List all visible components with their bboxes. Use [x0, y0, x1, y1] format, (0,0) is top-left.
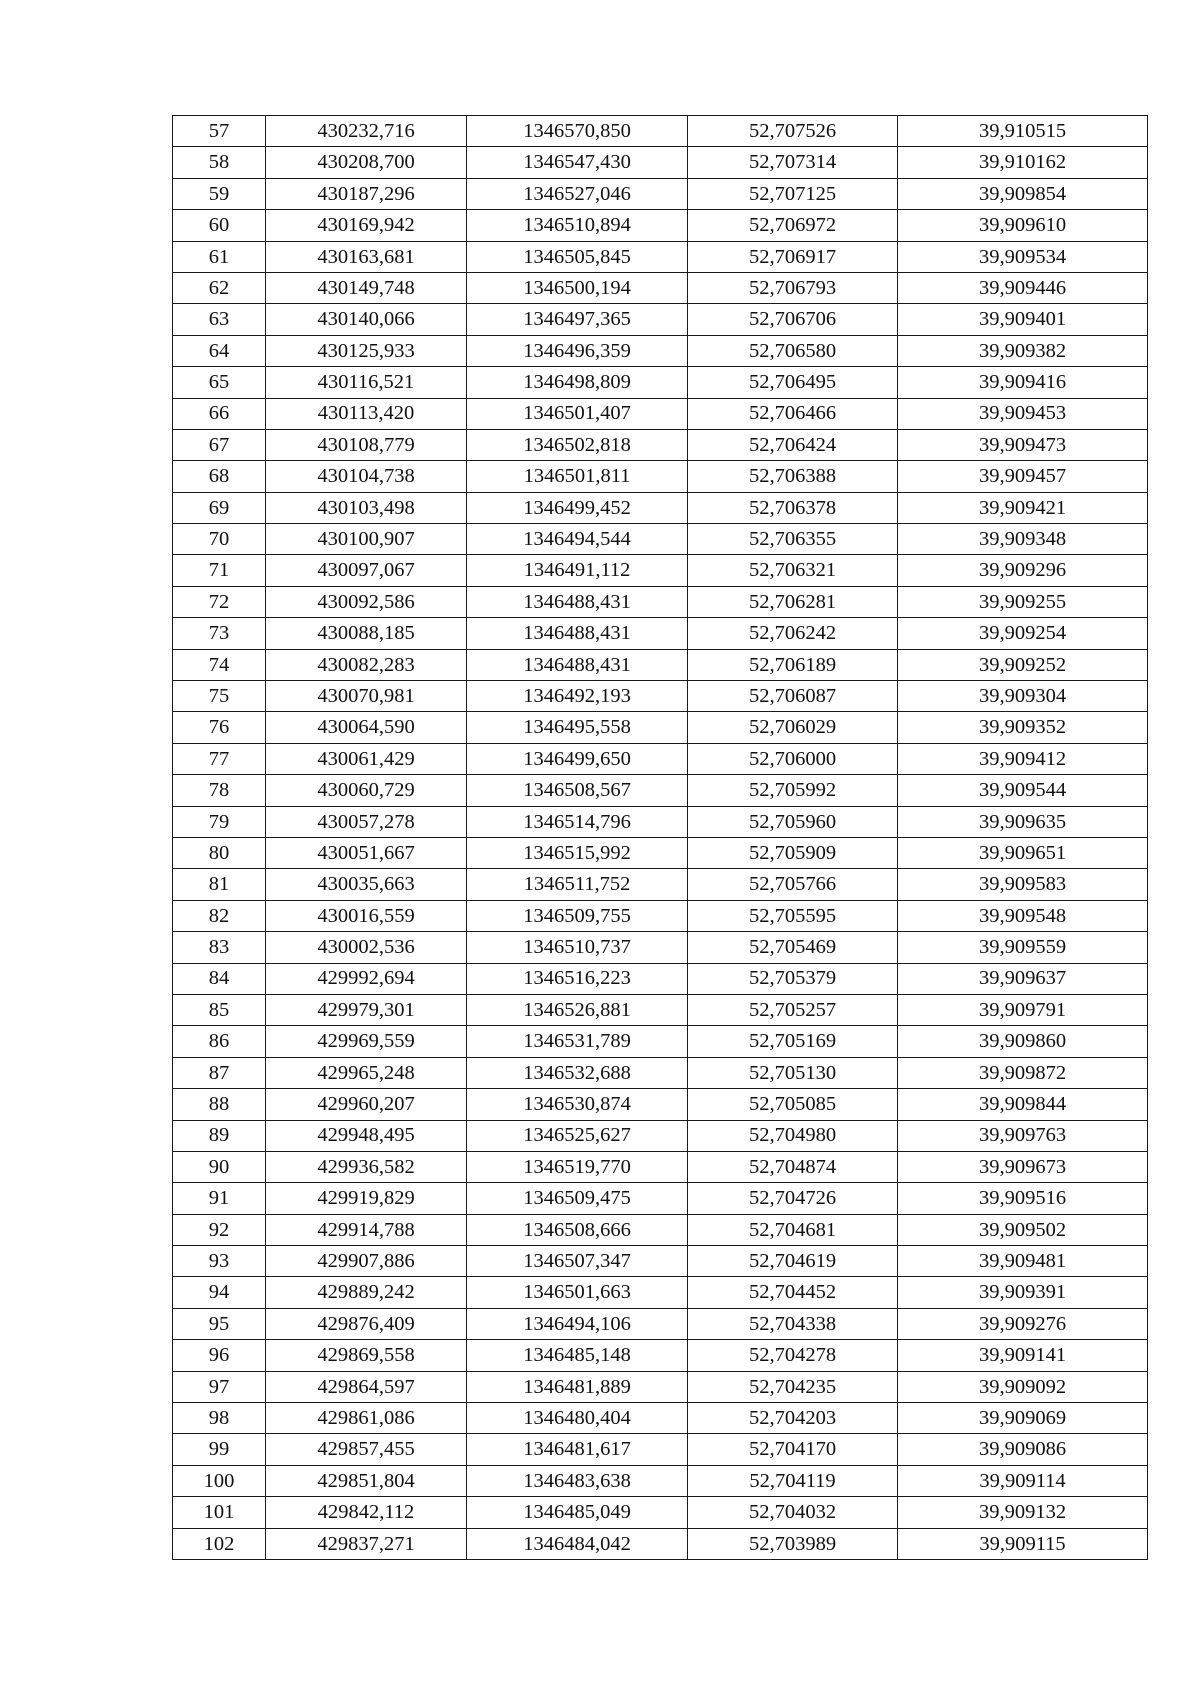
- coord-x-cell: 429936,582: [266, 1151, 467, 1182]
- coord-y-cell: 1346570,850: [467, 116, 688, 147]
- table-row: [173, 743, 1148, 774]
- coord-x-cell: 430103,498: [266, 492, 467, 523]
- coord-x-cell: 429842,112: [266, 1497, 467, 1528]
- longitude-cell: 39,909401: [898, 304, 1148, 335]
- point-number-cell: 64: [173, 335, 266, 366]
- latitude-cell: 52,704278: [688, 1340, 898, 1371]
- coord-y-cell: 1346491,112: [467, 555, 688, 586]
- table-row: [173, 1120, 1148, 1151]
- longitude-cell: 39,909544: [898, 775, 1148, 806]
- table-row: [173, 806, 1148, 837]
- latitude-cell: 52,706355: [688, 524, 898, 555]
- table-row: [173, 1057, 1148, 1088]
- longitude-cell: 39,909481: [898, 1246, 1148, 1277]
- table-row: [173, 335, 1148, 366]
- latitude-cell: 52,706378: [688, 492, 898, 523]
- coordinates-table-body: [173, 116, 1148, 1560]
- coord-y-cell: 1346527,046: [467, 178, 688, 209]
- coord-x-cell: 429907,886: [266, 1246, 467, 1277]
- coord-x-cell: 430125,933: [266, 335, 467, 366]
- point-number-cell: 67: [173, 429, 266, 460]
- point-number-cell: 71: [173, 555, 266, 586]
- table-row: [173, 618, 1148, 649]
- coord-y-cell: 1346525,627: [467, 1120, 688, 1151]
- coord-y-cell: 1346494,106: [467, 1308, 688, 1339]
- coord-y-cell: 1346526,881: [467, 994, 688, 1025]
- point-number-cell: 92: [173, 1214, 266, 1245]
- coord-y-cell: 1346499,650: [467, 743, 688, 774]
- table-row: [173, 712, 1148, 743]
- coord-y-cell: 1346494,544: [467, 524, 688, 555]
- table-row: [173, 178, 1148, 209]
- coord-y-cell: 1346505,845: [467, 241, 688, 272]
- longitude-cell: 39,909391: [898, 1277, 1148, 1308]
- table-row: [173, 1089, 1148, 1120]
- longitude-cell: 39,909141: [898, 1340, 1148, 1371]
- point-number-cell: 57: [173, 116, 266, 147]
- coord-y-cell: 1346519,770: [467, 1151, 688, 1182]
- coord-x-cell: 430057,278: [266, 806, 467, 837]
- coord-y-cell: 1346488,431: [467, 618, 688, 649]
- coord-x-cell: 430002,536: [266, 932, 467, 963]
- latitude-cell: 52,706242: [688, 618, 898, 649]
- coord-x-cell: 429948,495: [266, 1120, 467, 1151]
- point-number-cell: 61: [173, 241, 266, 272]
- coord-y-cell: 1346495,558: [467, 712, 688, 743]
- coord-x-cell: 430108,779: [266, 429, 467, 460]
- coord-y-cell: 1346514,796: [467, 806, 688, 837]
- latitude-cell: 52,705379: [688, 963, 898, 994]
- longitude-cell: 39,909252: [898, 649, 1148, 680]
- coord-x-cell: 430082,283: [266, 649, 467, 680]
- coord-y-cell: 1346485,049: [467, 1497, 688, 1528]
- table-row: [173, 994, 1148, 1025]
- coord-x-cell: 430113,420: [266, 398, 467, 429]
- table-row: [173, 775, 1148, 806]
- coord-y-cell: 1346509,475: [467, 1183, 688, 1214]
- longitude-cell: 39,909548: [898, 900, 1148, 931]
- point-number-cell: 62: [173, 272, 266, 303]
- longitude-cell: 39,909453: [898, 398, 1148, 429]
- point-number-cell: 79: [173, 806, 266, 837]
- longitude-cell: 39,909854: [898, 178, 1148, 209]
- latitude-cell: 52,705909: [688, 837, 898, 868]
- coord-y-cell: 1346481,889: [467, 1371, 688, 1402]
- coord-x-cell: 429969,559: [266, 1026, 467, 1057]
- point-number-cell: 97: [173, 1371, 266, 1402]
- coord-y-cell: 1346531,789: [467, 1026, 688, 1057]
- table-row: [173, 241, 1148, 272]
- longitude-cell: 39,909421: [898, 492, 1148, 523]
- coord-y-cell: 1346515,992: [467, 837, 688, 868]
- coord-x-cell: 429914,788: [266, 1214, 467, 1245]
- point-number-cell: 66: [173, 398, 266, 429]
- longitude-cell: 39,910515: [898, 116, 1148, 147]
- table-row: [173, 492, 1148, 523]
- longitude-cell: 39,909254: [898, 618, 1148, 649]
- longitude-cell: 39,909296: [898, 555, 1148, 586]
- table-row: [173, 147, 1148, 178]
- coord-y-cell: 1346502,818: [467, 429, 688, 460]
- latitude-cell: 52,704980: [688, 1120, 898, 1151]
- coord-y-cell: 1346485,148: [467, 1340, 688, 1371]
- longitude-cell: 39,909304: [898, 681, 1148, 712]
- point-number-cell: 72: [173, 586, 266, 617]
- table-row: [173, 524, 1148, 555]
- latitude-cell: 52,705257: [688, 994, 898, 1025]
- point-number-cell: 96: [173, 1340, 266, 1371]
- longitude-cell: 39,909872: [898, 1057, 1148, 1088]
- table-row: [173, 1151, 1148, 1182]
- table-row: [173, 1497, 1148, 1528]
- coord-y-cell: 1346530,874: [467, 1089, 688, 1120]
- point-number-cell: 70: [173, 524, 266, 555]
- longitude-cell: 39,909348: [898, 524, 1148, 555]
- longitude-cell: 39,909276: [898, 1308, 1148, 1339]
- latitude-cell: 52,706189: [688, 649, 898, 680]
- latitude-cell: 52,706495: [688, 367, 898, 398]
- point-number-cell: 89: [173, 1120, 266, 1151]
- longitude-cell: 39,909132: [898, 1497, 1148, 1528]
- point-number-cell: 90: [173, 1151, 266, 1182]
- point-number-cell: 102: [173, 1528, 266, 1559]
- longitude-cell: 39,909352: [898, 712, 1148, 743]
- latitude-cell: 52,704170: [688, 1434, 898, 1465]
- table-row: [173, 429, 1148, 460]
- point-number-cell: 78: [173, 775, 266, 806]
- coord-x-cell: 429851,804: [266, 1465, 467, 1496]
- longitude-cell: 39,909559: [898, 932, 1148, 963]
- point-number-cell: 95: [173, 1308, 266, 1339]
- coord-x-cell: 429960,207: [266, 1089, 467, 1120]
- table-row: [173, 1434, 1148, 1465]
- longitude-cell: 39,909763: [898, 1120, 1148, 1151]
- coord-x-cell: 430149,748: [266, 272, 467, 303]
- longitude-cell: 39,909416: [898, 367, 1148, 398]
- longitude-cell: 39,909092: [898, 1371, 1148, 1402]
- longitude-cell: 39,909114: [898, 1465, 1148, 1496]
- coord-x-cell: 429992,694: [266, 963, 467, 994]
- latitude-cell: 52,706029: [688, 712, 898, 743]
- longitude-cell: 39,909473: [898, 429, 1148, 460]
- latitude-cell: 52,706087: [688, 681, 898, 712]
- point-number-cell: 86: [173, 1026, 266, 1057]
- table-row: [173, 586, 1148, 617]
- coord-y-cell: 1346508,567: [467, 775, 688, 806]
- coord-x-cell: 430060,729: [266, 775, 467, 806]
- table-row: [173, 1371, 1148, 1402]
- point-number-cell: 76: [173, 712, 266, 743]
- longitude-cell: 39,909844: [898, 1089, 1148, 1120]
- coord-y-cell: 1346510,737: [467, 932, 688, 963]
- table-row: [173, 1277, 1148, 1308]
- table-row: [173, 304, 1148, 335]
- coord-x-cell: 429919,829: [266, 1183, 467, 1214]
- latitude-cell: 52,703989: [688, 1528, 898, 1559]
- latitude-cell: 52,707314: [688, 147, 898, 178]
- coord-x-cell: 430169,942: [266, 210, 467, 241]
- latitude-cell: 52,705960: [688, 806, 898, 837]
- latitude-cell: 52,704235: [688, 1371, 898, 1402]
- table-row: [173, 398, 1148, 429]
- latitude-cell: 52,706321: [688, 555, 898, 586]
- coord-x-cell: 430061,429: [266, 743, 467, 774]
- latitude-cell: 52,706388: [688, 461, 898, 492]
- point-number-cell: 74: [173, 649, 266, 680]
- table-row: [173, 1340, 1148, 1371]
- longitude-cell: 39,909610: [898, 210, 1148, 241]
- longitude-cell: 39,909516: [898, 1183, 1148, 1214]
- coord-y-cell: 1346499,452: [467, 492, 688, 523]
- latitude-cell: 52,706424: [688, 429, 898, 460]
- latitude-cell: 52,706972: [688, 210, 898, 241]
- point-number-cell: 98: [173, 1403, 266, 1434]
- point-number-cell: 99: [173, 1434, 266, 1465]
- longitude-cell: 39,909651: [898, 837, 1148, 868]
- longitude-cell: 39,910162: [898, 147, 1148, 178]
- coord-y-cell: 1346492,193: [467, 681, 688, 712]
- coord-y-cell: 1346500,194: [467, 272, 688, 303]
- table-row: [173, 461, 1148, 492]
- latitude-cell: 52,705766: [688, 869, 898, 900]
- coord-y-cell: 1346516,223: [467, 963, 688, 994]
- coord-x-cell: 429889,242: [266, 1277, 467, 1308]
- point-number-cell: 101: [173, 1497, 266, 1528]
- coord-x-cell: 429864,597: [266, 1371, 467, 1402]
- table-row: [173, 1528, 1148, 1559]
- latitude-cell: 52,705130: [688, 1057, 898, 1088]
- coord-y-cell: 1346501,663: [467, 1277, 688, 1308]
- coord-x-cell: 429979,301: [266, 994, 467, 1025]
- point-number-cell: 88: [173, 1089, 266, 1120]
- coord-y-cell: 1346481,617: [467, 1434, 688, 1465]
- table-row: [173, 367, 1148, 398]
- coord-x-cell: 429861,086: [266, 1403, 467, 1434]
- point-number-cell: 91: [173, 1183, 266, 1214]
- coord-x-cell: 430088,185: [266, 618, 467, 649]
- point-number-cell: 83: [173, 932, 266, 963]
- coord-y-cell: 1346511,752: [467, 869, 688, 900]
- table-row: [173, 1308, 1148, 1339]
- table-row: [173, 1026, 1148, 1057]
- table-row: [173, 837, 1148, 868]
- latitude-cell: 52,706917: [688, 241, 898, 272]
- coord-y-cell: 1346547,430: [467, 147, 688, 178]
- point-number-cell: 63: [173, 304, 266, 335]
- point-number-cell: 93: [173, 1246, 266, 1277]
- point-number-cell: 84: [173, 963, 266, 994]
- point-number-cell: 100: [173, 1465, 266, 1496]
- point-number-cell: 75: [173, 681, 266, 712]
- coord-y-cell: 1346501,811: [467, 461, 688, 492]
- latitude-cell: 52,704338: [688, 1308, 898, 1339]
- coord-x-cell: 429869,558: [266, 1340, 467, 1371]
- latitude-cell: 52,707526: [688, 116, 898, 147]
- longitude-cell: 39,909446: [898, 272, 1148, 303]
- coord-x-cell: 430116,521: [266, 367, 467, 398]
- longitude-cell: 39,909860: [898, 1026, 1148, 1057]
- longitude-cell: 39,909637: [898, 963, 1148, 994]
- latitude-cell: 52,706000: [688, 743, 898, 774]
- longitude-cell: 39,909115: [898, 1528, 1148, 1559]
- coord-y-cell: 1346510,894: [467, 210, 688, 241]
- point-number-cell: 80: [173, 837, 266, 868]
- table-row: [173, 932, 1148, 963]
- coord-x-cell: 430208,700: [266, 147, 467, 178]
- table-row: [173, 869, 1148, 900]
- point-number-cell: 60: [173, 210, 266, 241]
- longitude-cell: 39,909534: [898, 241, 1148, 272]
- table-row: [173, 900, 1148, 931]
- point-number-cell: 81: [173, 869, 266, 900]
- coord-x-cell: 430035,663: [266, 869, 467, 900]
- longitude-cell: 39,909635: [898, 806, 1148, 837]
- coord-y-cell: 1346480,404: [467, 1403, 688, 1434]
- coord-x-cell: 429876,409: [266, 1308, 467, 1339]
- latitude-cell: 52,704726: [688, 1183, 898, 1214]
- coord-y-cell: 1346532,688: [467, 1057, 688, 1088]
- coord-y-cell: 1346484,042: [467, 1528, 688, 1559]
- coord-x-cell: 429837,271: [266, 1528, 467, 1559]
- point-number-cell: 85: [173, 994, 266, 1025]
- latitude-cell: 52,706580: [688, 335, 898, 366]
- point-number-cell: 82: [173, 900, 266, 931]
- table-row: [173, 210, 1148, 241]
- latitude-cell: 52,704119: [688, 1465, 898, 1496]
- coord-x-cell: 430104,738: [266, 461, 467, 492]
- coord-y-cell: 1346509,755: [467, 900, 688, 931]
- latitude-cell: 52,705992: [688, 775, 898, 806]
- longitude-cell: 39,909086: [898, 1434, 1148, 1465]
- longitude-cell: 39,909457: [898, 461, 1148, 492]
- coord-y-cell: 1346497,365: [467, 304, 688, 335]
- point-number-cell: 68: [173, 461, 266, 492]
- coord-x-cell: 430070,981: [266, 681, 467, 712]
- table-row: [173, 1403, 1148, 1434]
- longitude-cell: 39,909673: [898, 1151, 1148, 1182]
- latitude-cell: 52,706281: [688, 586, 898, 617]
- table-row: [173, 116, 1148, 147]
- coord-y-cell: 1346498,809: [467, 367, 688, 398]
- coord-x-cell: 429965,248: [266, 1057, 467, 1088]
- coord-x-cell: 430097,067: [266, 555, 467, 586]
- latitude-cell: 52,706466: [688, 398, 898, 429]
- longitude-cell: 39,909412: [898, 743, 1148, 774]
- table-row: [173, 649, 1148, 680]
- longitude-cell: 39,909382: [898, 335, 1148, 366]
- latitude-cell: 52,705595: [688, 900, 898, 931]
- table-row: [173, 1183, 1148, 1214]
- longitude-cell: 39,909502: [898, 1214, 1148, 1245]
- point-number-cell: 65: [173, 367, 266, 398]
- longitude-cell: 39,909583: [898, 869, 1148, 900]
- table-row: [173, 963, 1148, 994]
- coord-x-cell: 430140,066: [266, 304, 467, 335]
- coord-y-cell: 1346483,638: [467, 1465, 688, 1496]
- point-number-cell: 59: [173, 178, 266, 209]
- table-row: [173, 272, 1148, 303]
- latitude-cell: 52,705169: [688, 1026, 898, 1057]
- coord-y-cell: 1346496,359: [467, 335, 688, 366]
- coord-x-cell: 430232,716: [266, 116, 467, 147]
- coord-x-cell: 430187,296: [266, 178, 467, 209]
- latitude-cell: 52,704203: [688, 1403, 898, 1434]
- table-row: [173, 1246, 1148, 1277]
- point-number-cell: 94: [173, 1277, 266, 1308]
- longitude-cell: 39,909069: [898, 1403, 1148, 1434]
- coord-x-cell: 430163,681: [266, 241, 467, 272]
- table-row: [173, 681, 1148, 712]
- table-row: [173, 1214, 1148, 1245]
- latitude-cell: 52,705085: [688, 1089, 898, 1120]
- latitude-cell: 52,706793: [688, 272, 898, 303]
- point-number-cell: 87: [173, 1057, 266, 1088]
- coordinates-table: [172, 115, 1148, 1560]
- coord-x-cell: 430064,590: [266, 712, 467, 743]
- latitude-cell: 52,705469: [688, 932, 898, 963]
- coord-x-cell: 430051,667: [266, 837, 467, 868]
- point-number-cell: 58: [173, 147, 266, 178]
- latitude-cell: 52,704619: [688, 1246, 898, 1277]
- coord-y-cell: 1346488,431: [467, 649, 688, 680]
- latitude-cell: 52,704681: [688, 1214, 898, 1245]
- latitude-cell: 52,704032: [688, 1497, 898, 1528]
- longitude-cell: 39,909791: [898, 994, 1148, 1025]
- latitude-cell: 52,706706: [688, 304, 898, 335]
- point-number-cell: 69: [173, 492, 266, 523]
- coord-x-cell: 430016,559: [266, 900, 467, 931]
- latitude-cell: 52,704452: [688, 1277, 898, 1308]
- point-number-cell: 73: [173, 618, 266, 649]
- latitude-cell: 52,704874: [688, 1151, 898, 1182]
- coord-y-cell: 1346507,347: [467, 1246, 688, 1277]
- coord-y-cell: 1346501,407: [467, 398, 688, 429]
- latitude-cell: 52,707125: [688, 178, 898, 209]
- longitude-cell: 39,909255: [898, 586, 1148, 617]
- coord-y-cell: 1346508,666: [467, 1214, 688, 1245]
- table-row: [173, 1465, 1148, 1496]
- table-row: [173, 555, 1148, 586]
- coord-y-cell: 1346488,431: [467, 586, 688, 617]
- coord-x-cell: 429857,455: [266, 1434, 467, 1465]
- coord-x-cell: 430092,586: [266, 586, 467, 617]
- point-number-cell: 77: [173, 743, 266, 774]
- coord-x-cell: 430100,907: [266, 524, 467, 555]
